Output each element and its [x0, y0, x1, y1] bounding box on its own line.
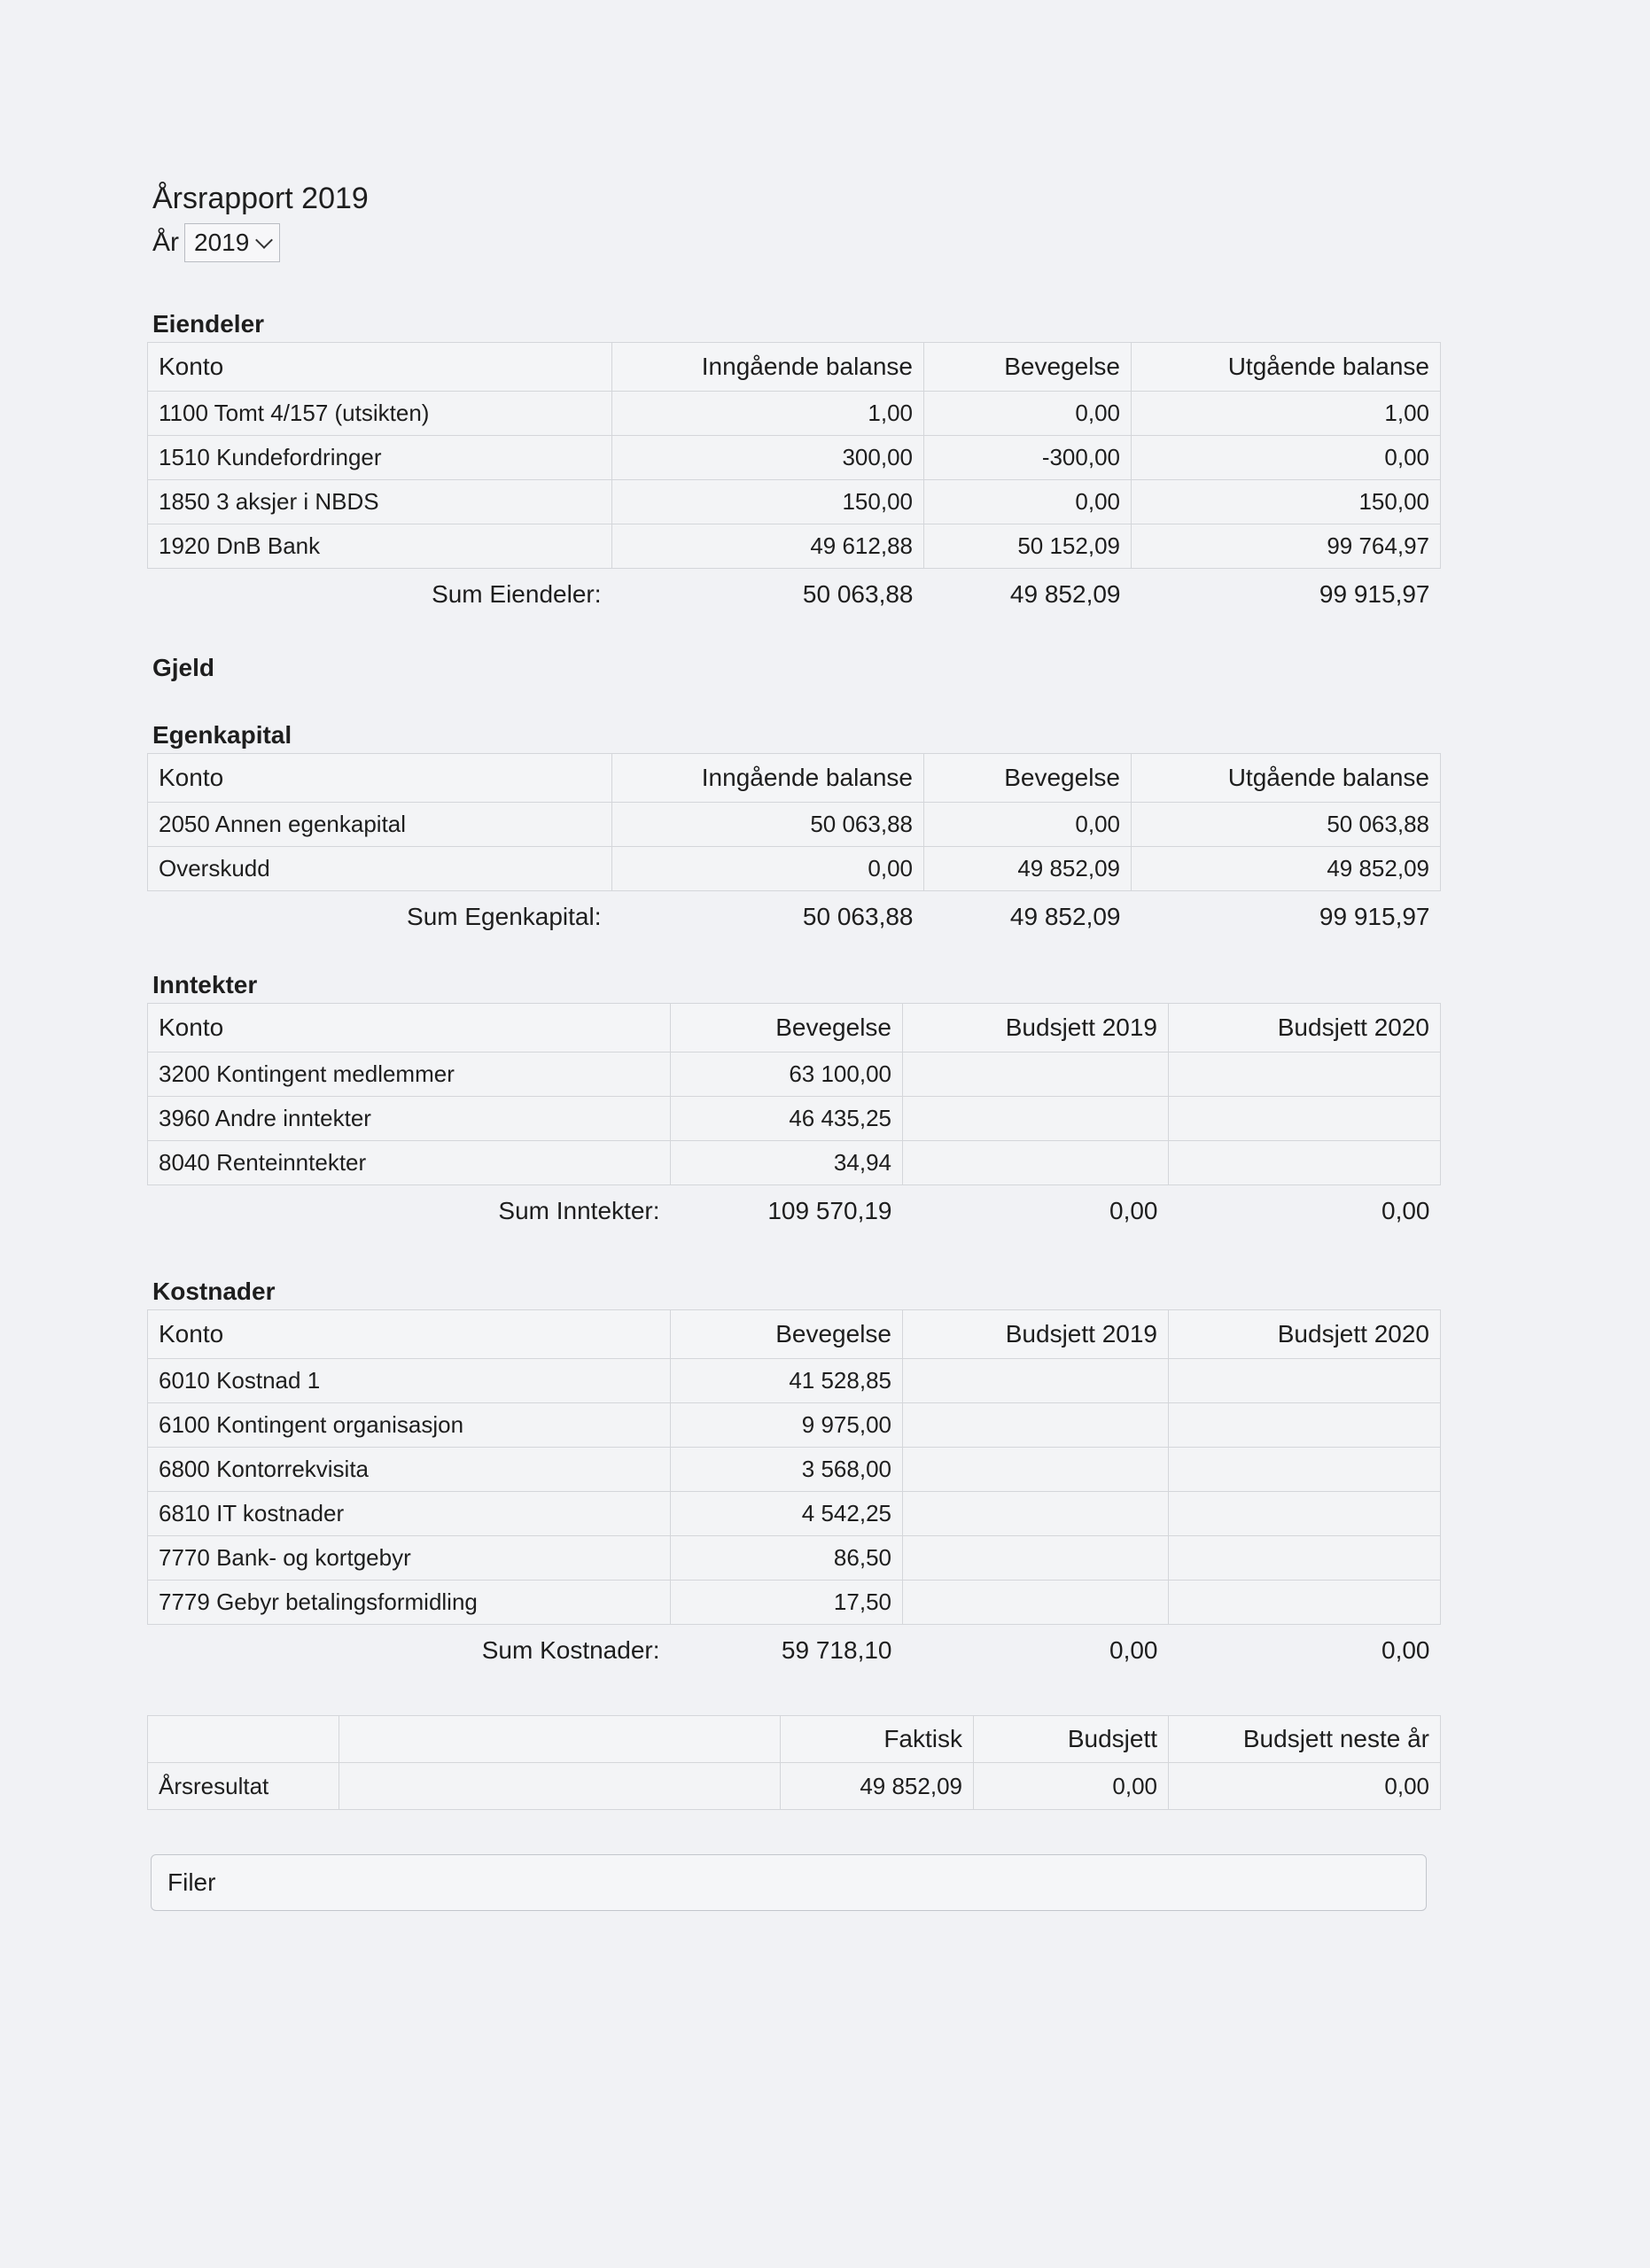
value-cell: 50 063,88 [612, 803, 924, 847]
table-row[interactable] [148, 1492, 1441, 1536]
value-cell: 50 152,09 [924, 524, 1132, 569]
value-cell: 3 568,00 [671, 1448, 903, 1492]
sum-value: 49 852,09 [1009, 903, 1121, 930]
value-cell: 46 435,25 [671, 1097, 903, 1141]
budget-cell[interactable] [903, 1492, 1169, 1536]
sum-label: Sum Kostnader: [481, 1636, 660, 1664]
sum-value: 59 718,10 [781, 1636, 892, 1664]
section-kostnader [147, 1278, 1441, 1676]
sum-value: 99 915,97 [1319, 903, 1430, 930]
budget-cell[interactable] [903, 1536, 1169, 1581]
table-header-row [148, 1716, 1441, 1763]
column-header[interactable]: Konto [148, 1310, 671, 1359]
account-cell: 3960 Andre inntekter [148, 1097, 671, 1141]
table-row[interactable] [148, 1359, 1441, 1403]
section-resultat [147, 1715, 1441, 1810]
table-row[interactable] [148, 480, 1441, 524]
column-header[interactable]: Konto [148, 1004, 671, 1052]
section-eiendeler [147, 310, 1441, 620]
budget-cell[interactable] [1169, 1536, 1441, 1581]
account-cell: 6810 IT kostnader [148, 1492, 671, 1536]
table-header-row [148, 1310, 1441, 1359]
value-cell: 0,00 [924, 480, 1132, 524]
value-cell: 4 542,25 [671, 1492, 903, 1536]
sum-row [148, 1625, 1441, 1677]
sum-label: Sum Egenkapital: [407, 903, 602, 930]
column-header[interactable]: Inngående balanse [612, 343, 924, 392]
section-title: Egenkapital [152, 721, 292, 749]
budget-cell[interactable] [1169, 1403, 1441, 1448]
table-row[interactable] [148, 1763, 1441, 1810]
value-cell: 50 063,88 [1132, 803, 1441, 847]
inntekter-table [147, 1003, 1441, 1237]
budget-cell[interactable] [903, 1141, 1169, 1185]
account-cell: 6100 Kontingent organisasjon [148, 1403, 671, 1448]
sum-label: Sum Eiendeler: [432, 580, 602, 608]
annual-report-page [147, 182, 1441, 1911]
table-row[interactable] [148, 1403, 1441, 1448]
sum-value: 50 063,88 [802, 903, 914, 930]
value-cell: 1,00 [612, 392, 924, 436]
table-row[interactable] [148, 1052, 1441, 1097]
section-title: Inntekter [152, 971, 258, 998]
column-header[interactable]: Bevegelse [924, 754, 1132, 803]
sum-row [148, 1185, 1441, 1238]
account-cell: 1510 Kundefordringer [148, 436, 612, 480]
column-header[interactable]: Konto [148, 343, 612, 392]
column-header[interactable]: Budsjett 2019 [903, 1004, 1169, 1052]
column-header[interactable]: Inngående balanse [612, 754, 924, 803]
section-title: Kostnader [152, 1278, 276, 1305]
page-title: Årsrapport 2019 [152, 182, 369, 215]
value-cell: 41 528,85 [671, 1359, 903, 1403]
section-gjeld [147, 654, 1441, 682]
account-cell: 8040 Renteinntekter [148, 1141, 671, 1185]
account-cell: 1100 Tomt 4/157 (utsikten) [148, 392, 612, 436]
table-row[interactable] [148, 847, 1441, 891]
account-cell: 2050 Annen egenkapital [148, 803, 612, 847]
budget-cell[interactable] [1169, 1097, 1441, 1141]
column-header[interactable]: Budsjett 2020 [1169, 1310, 1441, 1359]
kostnader-table [147, 1309, 1441, 1676]
account-cell: 7770 Bank- og kortgebyr [148, 1536, 671, 1581]
column-header[interactable]: Konto [148, 754, 612, 803]
table-row[interactable] [148, 1141, 1441, 1185]
table-row[interactable] [148, 1097, 1441, 1141]
account-cell: Overskudd [148, 847, 612, 891]
value-cell: 150,00 [612, 480, 924, 524]
budget-cell[interactable] [903, 1097, 1169, 1141]
value-cell: 0,00 [1132, 436, 1441, 480]
chevron-down-icon [255, 231, 273, 249]
value-cell: 99 764,97 [1132, 524, 1441, 569]
column-header [148, 1716, 339, 1763]
budget-cell[interactable] [903, 1359, 1169, 1403]
value-cell: 34,94 [671, 1141, 903, 1185]
column-header[interactable]: Faktisk [781, 1716, 974, 1763]
table-header-row [148, 1004, 1441, 1052]
column-header[interactable]: Budsjett 2020 [1169, 1004, 1441, 1052]
year-select-value: 2019 [194, 229, 250, 256]
budget-cell[interactable] [903, 1403, 1169, 1448]
table-row[interactable] [148, 392, 1441, 436]
value-cell: 300,00 [612, 436, 924, 480]
sum-value: 109 570,19 [767, 1197, 892, 1224]
column-header[interactable]: Budsjett neste år [1169, 1716, 1441, 1763]
budget-cell[interactable] [1169, 1052, 1441, 1097]
table-row[interactable] [148, 803, 1441, 847]
value-cell: -300,00 [924, 436, 1132, 480]
value-cell: 9 975,00 [671, 1403, 903, 1448]
value-cell: 1,00 [1132, 392, 1441, 436]
column-header[interactable]: Budsjett 2019 [903, 1310, 1169, 1359]
year-label: År [152, 228, 179, 257]
budget-cell[interactable] [1169, 1581, 1441, 1625]
account-cell: 3200 Kontingent medlemmer [148, 1052, 671, 1097]
empty-cell [339, 1763, 781, 1810]
value-cell: 0,00 [612, 847, 924, 891]
year-select[interactable] [184, 223, 280, 262]
value-cell: 49 852,09 [1132, 847, 1441, 891]
table-row[interactable] [148, 436, 1441, 480]
column-header[interactable]: Utgående balanse [1132, 343, 1441, 392]
value-cell: 0,00 [924, 392, 1132, 436]
table-row[interactable] [148, 1581, 1441, 1625]
account-cell: 7779 Gebyr betalingsformidling [148, 1581, 671, 1625]
egenkapital-table [147, 753, 1441, 943]
table-row[interactable] [148, 1448, 1441, 1492]
column-header[interactable]: Utgående balanse [1132, 754, 1441, 803]
sum-value: 0,00 [1381, 1197, 1430, 1224]
files-panel[interactable] [151, 1854, 1427, 1911]
result-table [147, 1715, 1441, 1810]
sum-row [148, 891, 1441, 944]
table-row[interactable] [148, 1536, 1441, 1581]
account-cell: 1850 3 aksjer i NBDS [148, 480, 612, 524]
sum-value: 0,00 [1381, 1636, 1430, 1664]
budget-cell[interactable] [1169, 1359, 1441, 1403]
files-label: Filer [167, 1868, 216, 1896]
value-cell: 0,00 [974, 1763, 1169, 1810]
eiendeler-table [147, 342, 1441, 620]
value-cell: 49 852,09 [924, 847, 1132, 891]
result-label: Årsresultat [148, 1763, 339, 1810]
sum-value: 0,00 [1109, 1197, 1158, 1224]
budget-cell[interactable] [1169, 1492, 1441, 1536]
budget-cell[interactable] [903, 1052, 1169, 1097]
table-header-row [148, 343, 1441, 392]
column-header[interactable]: Bevegelse [671, 1004, 903, 1052]
budget-cell[interactable] [1169, 1141, 1441, 1185]
budget-cell[interactable] [903, 1581, 1169, 1625]
column-header[interactable]: Bevegelse [924, 343, 1132, 392]
value-cell: 49 852,09 [781, 1763, 974, 1810]
sum-value: 99 915,97 [1319, 580, 1430, 608]
value-cell: 17,50 [671, 1581, 903, 1625]
value-cell: 86,50 [671, 1536, 903, 1581]
year-row [152, 223, 1441, 262]
column-header[interactable]: Bevegelse [671, 1310, 903, 1359]
section-egenkapital [147, 721, 1441, 943]
account-cell: 6800 Kontorrekvisita [148, 1448, 671, 1492]
column-header[interactable]: Budsjett [974, 1716, 1169, 1763]
value-cell: 63 100,00 [671, 1052, 903, 1097]
sum-value: 50 063,88 [802, 580, 914, 608]
sum-row [148, 569, 1441, 621]
value-cell: 0,00 [1169, 1763, 1441, 1810]
sum-value: 0,00 [1109, 1636, 1158, 1664]
section-inntekter [147, 971, 1441, 1237]
section-title: Gjeld [152, 654, 215, 681]
table-header-row [148, 754, 1441, 803]
budget-cell[interactable] [1169, 1448, 1441, 1492]
budget-cell[interactable] [903, 1448, 1169, 1492]
account-cell: 6010 Kostnad 1 [148, 1359, 671, 1403]
sum-label: Sum Inntekter: [498, 1197, 660, 1224]
value-cell: 49 612,88 [612, 524, 924, 569]
column-header [339, 1716, 781, 1763]
value-cell: 150,00 [1132, 480, 1441, 524]
table-row[interactable] [148, 524, 1441, 569]
sum-value: 49 852,09 [1009, 580, 1121, 608]
account-cell: 1920 DnB Bank [148, 524, 612, 569]
value-cell: 0,00 [924, 803, 1132, 847]
section-title: Eiendeler [152, 310, 265, 338]
